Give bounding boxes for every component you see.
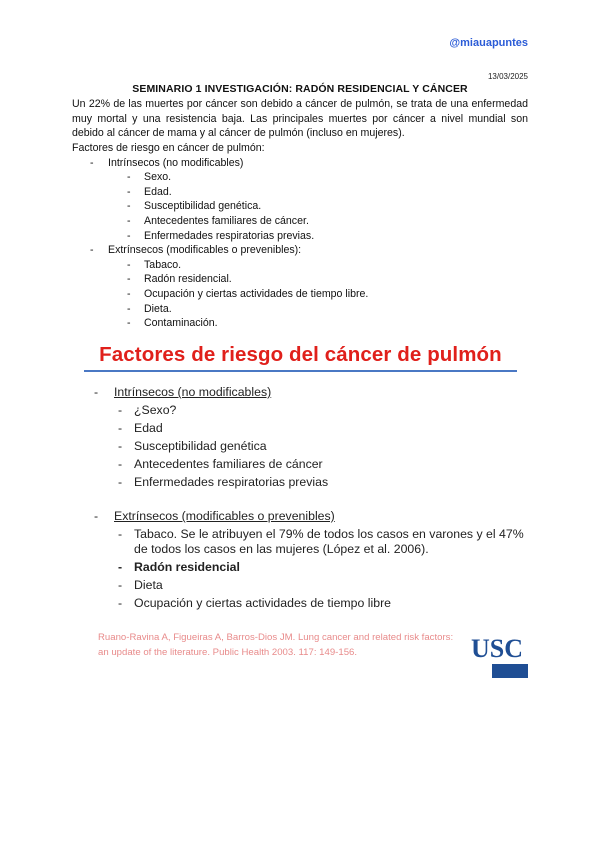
embedded-slide [72,337,529,680]
slide-extrinsic-row: - Extrínsecos (modificables o prevenibles) [94,509,335,523]
list-item: - Ocupación y ciertas actividades de tiempo libre. [127,287,369,300]
list-item: - Enfermedades respiratorias previas [118,475,329,489]
list-item-text: Dieta. [144,302,172,315]
list-item-text: Enfermedades respiratorias previas [134,475,329,489]
factors-list [72,141,368,331]
list-item-text: Edad. [144,185,172,198]
slide-citation: Ruano-Ravina A, Figueiras A, Barros-Dios JM. Lung cancer and related risk factors: an update of the literature. Public Health 2003. 117: 149-156. [98,632,454,658]
document-title: SEMINARIO 1 INVESTIGACIÓN: RADÓN RESIDENCIAL Y CÁNCER [132,83,468,95]
list-item: - Ocupación y ciertas actividades de tiempo libre [118,596,391,610]
list-item: - Dieta. [127,302,172,315]
list-item: - Enfermedades respiratorias previas. [127,229,315,242]
list-item-text: Ocupación y ciertas actividades de tiempo libre. [144,287,369,300]
intrinsic-label: Intrínsecos (no modificables) [108,156,244,169]
slide-extrinsic-label: Extrínsecos (modificables o prevenibles) [114,509,335,523]
list-item: - Susceptibilidad genética. [127,200,262,213]
list-item-text: Sexo. [144,171,172,184]
list-item: - Edad. [127,185,172,198]
slide-intrinsic-row: - Intrínsecos (no modificables) [94,385,272,399]
list-item-text: Edad [134,421,163,435]
extrinsic-label: Extrínsecos (modificables o prevenibles): [108,244,302,257]
list-item: - Tabaco. Se le atribuyen el 79% de todos los casos en varones y el 47% [118,527,524,541]
list-item: - Radón residencial [118,560,240,574]
usc-logo-band [492,664,528,678]
list-item-text: Contaminación. [144,317,218,330]
list-item-text: Radón residencial. [144,273,232,286]
extrinsic-item: - Extrínsecos (modificables o prevenibles): [90,244,302,257]
list-item: - Tabaco. [127,258,182,271]
usc-logo-text: USC [470,634,523,663]
list-item: - Edad [118,421,163,435]
list-item-text: Susceptibilidad genética. [144,200,262,213]
list-item: - Contaminación. [127,317,218,330]
list-item-text: Tabaco. Se le atribuyen el 79% de todos los casos en varones y el 47% [134,527,524,541]
list-item-text: Tabaco. [144,258,182,271]
slide-divider [84,370,517,372]
slide-title: Factores de riesgo del cáncer de pulmón [99,343,502,366]
intrinsic-item: - Intrínsecos (no modificables) [90,156,244,169]
factors-heading: Factores de riesgo en cáncer de pulmón: [72,142,265,154]
intro-paragraph: Un 22% de las muertes por cáncer son debido a cáncer de pulmón, se trata de una enfermedad muy mortal y una resistencia baja. Las principales muertes por cáncer a nivel mundial son debido al cáncer de mama y al cáncer de pulmón (incluso en mujeres). [72,98,528,140]
list-item-text: Ocupación y ciertas actividades de tiempo libre [134,596,391,610]
author-handle: @miauapuntes [449,37,528,49]
list-item: - Dieta [118,578,163,592]
list-item: - Antecedentes familiares de cáncer. [127,214,309,227]
list-item: - Antecedentes familiares de cáncer [118,457,323,471]
usc-logo [466,634,528,678]
document-date: 13/03/2025 [487,72,528,81]
list-item-text: Dieta [134,578,163,592]
list-item: - ¿Sexo? [118,403,177,417]
list-item-text: Antecedentes familiares de cáncer. [144,214,309,227]
list-item-text: Enfermedades respiratorias previas. [144,229,315,242]
list-item-text: ¿Sexo? [134,403,177,417]
list-item-text: Antecedentes familiares de cáncer [134,457,323,471]
list-item: - Susceptibilidad genética [118,439,267,453]
list-item-text: Susceptibilidad genética [134,439,267,453]
slide-intrinsic-label: Intrínsecos (no modificables) [114,385,272,399]
list-item: - Radón residencial. [127,273,232,286]
list-item-continuation: de todos los casos en las mujeres (López et al. 2006). [134,542,429,556]
list-item-text: Radón residencial [134,560,240,574]
list-item: - Sexo. [127,171,172,184]
